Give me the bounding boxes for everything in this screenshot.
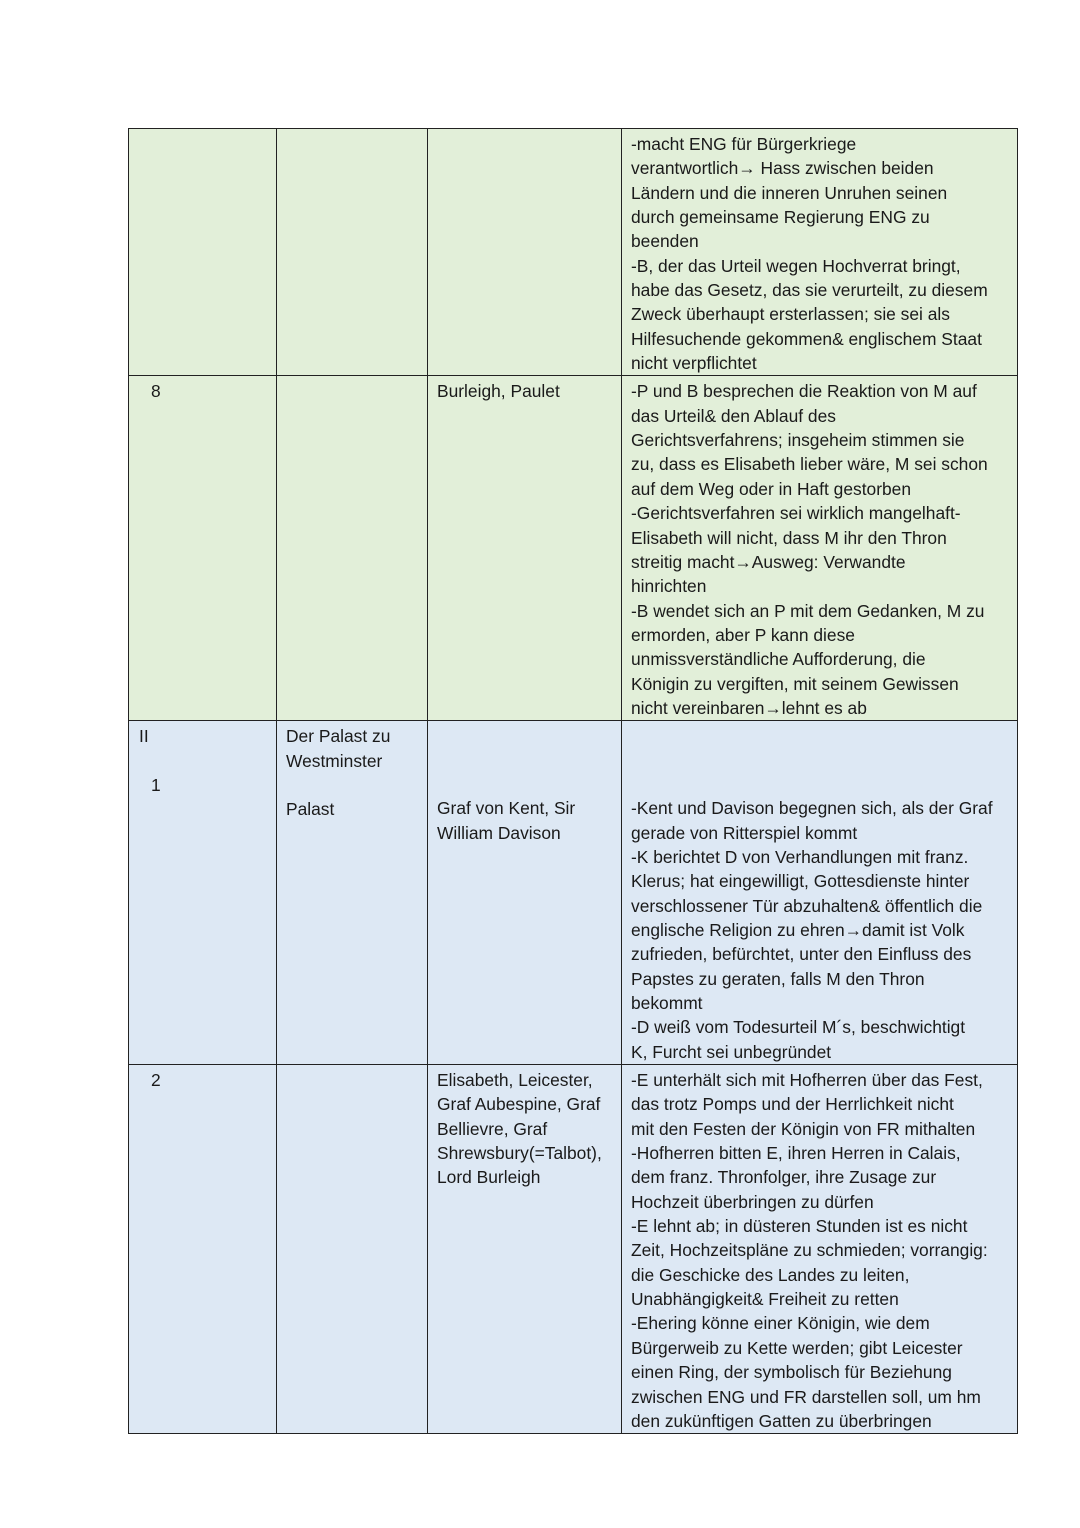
scene-number-cell: 2 [129,1065,277,1434]
characters-cell [428,129,622,376]
scene-number-cell [129,129,277,376]
characters-cell: Graf von Kent, Sir William Davison [428,721,622,1065]
table-row [129,721,1018,1065]
location-cell [277,721,428,1065]
location-cell [277,376,428,721]
content-cell: -Kent und Davison begegnen sich, als der Graf gerade von Ritterspiel kommt -K berichtet D von Verhandlungen mit franz. Klerus; hat eingewilligt, Gottesdienste hinter verschlossener Tür abzuhalten& öffentlich die englische Religion zu ehren→damit ist Volk zufrieden, befürchtet, unter den Einfluss des Papstes zu geraten, falls M den Thron bekommt -D weiß vom Todesurteil M´s, beschwichtigt K, Furcht sei unbegründet [622,721,1018,1065]
scene-location: Palast [286,798,335,819]
table-row [129,376,1018,721]
act-location: Der Palast zu Westminster [286,726,391,771]
act-number: II [139,726,149,747]
table-row [129,1065,1018,1434]
content-cell: -E unterhält sich mit Hofherren über das Fest, das trotz Pomps und der Herrlichkeit nicht mit den Festen der Königin von FR mithalten -Hofherren bitten E, ihren Herren in Calais, dem franz. Thronfolger, ihre Zusage zur Hochzeit überbringen zu dürfen -E lehnt ab; in düsteren Stunden ist es nicht Zeit, Hochzeitspläne zu schmieden; vorrangig: die Geschicke des Landes zu leiten, Unabhängigkeit& Freiheit zu retten -Ehering könne einer Königin, wie dem Bürgerweib zu Kette werden; gibt Leicester einen Ring, der symbolisch für Beziehung zwischen ENG und FR darstellen soll, um hm den zukünftigen Gatten zu überbringen [622,1065,1018,1434]
location-cell [277,129,428,376]
scene-number-cell: 8 [129,376,277,721]
characters-cell: Burleigh, Paulet [428,376,622,721]
scene-number-cell [129,721,277,1065]
content-cell: -P und B besprechen die Reaktion von M auf das Urteil& den Ablauf des Gerichtsverfahrens; insgeheim stimmen sie zu, dass es Elisabeth lieber wäre, M sei schon auf dem Weg oder in Haft gestorben -Gerichtsverfahren sei wirklich mangelhaft- Elisabeth will nicht, dass M ihr den Thron streitig macht→Ausweg: Verwandte hinrichten -B wendet sich an P mit dem Gedanken, M zu ermorden, aber P kann diese unmissverständliche Aufforderung, die Königin zu vergiften, mit seinem Gewissen nicht vereinbaren→lehnt es ab [622,376,1018,721]
location-cell [277,1065,428,1434]
table-row [129,129,1018,376]
scene-number: 1 [151,774,161,795]
scene-table [128,128,1018,1434]
characters-cell: Elisabeth, Leicester, Graf Aubespine, Graf Bellievre, Graf Shrewsbury(=Talbot), Lord Burleigh [428,1065,622,1434]
content-cell: -macht ENG für Bürgerkriege verantwortlich→ Hass zwischen beiden Ländern und die inneren Unruhen seinen durch gemeinsame Regierung ENG zu beenden -B, der das Urteil wegen Hochverrat bringt, habe das Gesetz, das sie verurteilt, zu diesem Zweck überhaupt ersterlassen; sie sei als Hilfesuchende gekommen& englischem Staat nicht verpflichtet [622,129,1018,376]
